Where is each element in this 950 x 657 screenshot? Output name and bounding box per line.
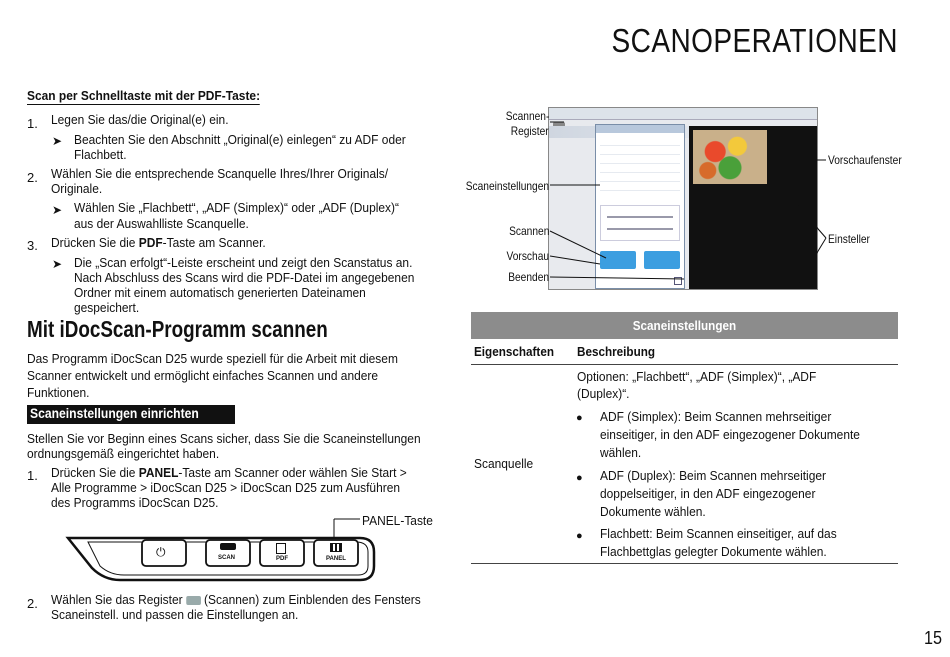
- substep-text: Beachten Sie den Abschnitt „Original(e) einlegen“ zu ADF oder: [74, 132, 406, 147]
- step-number: 1.: [27, 116, 38, 131]
- panel-icon: [330, 543, 342, 552]
- table-cell-text: Flachbettglas gelegter Dokumente wählen.: [600, 544, 827, 559]
- step-text: des Programms iDocScan D25.: [51, 495, 219, 510]
- substep-text: aus der Auswahlliste Scanquelle.: [74, 216, 249, 231]
- step-number: 2.: [27, 596, 38, 611]
- table-cell-text: (Duplex)“.: [577, 386, 630, 401]
- step-text: Legen Sie das/die Original(e) ein.: [51, 112, 229, 127]
- adjust-sliders: [600, 205, 680, 241]
- step-text: Scaneinstell. und passen die Einstellungen an.: [51, 607, 299, 622]
- step-text: Drücken Sie die PDF-Taste am Scanner.: [51, 235, 266, 250]
- callout-scan-register: Scannen-: [505, 109, 549, 123]
- settings-list: [600, 137, 680, 197]
- step-text: Alle Programme > iDocScan D25 > iDocScan D25 zum Ausführen: [51, 480, 401, 495]
- scan-icon: [220, 543, 236, 550]
- table-cell-text: Dokumente wählen.: [600, 504, 706, 519]
- step-number: 1.: [27, 468, 38, 483]
- pdf-section-heading: Scan per Schnelltaste mit der PDF-Taste:: [27, 88, 261, 103]
- section-heading: Mit iDocScan-Programm scannen: [27, 316, 328, 342]
- column-header-description: Beschreibung: [577, 344, 656, 359]
- column-header-properties: Eigenschaften: [474, 344, 554, 359]
- table-cell-text: Flachbett: Beim Scannen einseitiger, auf das: [600, 526, 837, 541]
- callout-scan-register: Register: [511, 124, 549, 138]
- bullet-icon: ●: [576, 472, 583, 484]
- scan-tab-icon: [186, 596, 201, 605]
- preview-image: [693, 130, 767, 184]
- subsection-badge: Scaneinstellungen einrichten: [27, 405, 235, 424]
- substep-text: Die „Scan erfolgt“-Leiste erscheint und zeigt den Scanstatus an.: [74, 255, 413, 270]
- substep-text: Nach Abschluss des Scans wird die PDF-Datei im angegebenen: [74, 270, 415, 285]
- pdf-icon: [276, 543, 286, 554]
- table-bottom-border: [471, 563, 898, 564]
- table-row-property: Scanquelle: [474, 456, 534, 471]
- table-cell-text: einseitiger, in den ADF eingezogener Dokumente: [600, 427, 860, 442]
- substep-text: gespeichert.: [74, 300, 140, 315]
- substep-text: Ordner mit einem automatisch generierten Dateinamen: [74, 285, 366, 300]
- intro-text: Scanner entwickelt und ermöglicht einfaches Scannen und andere: [27, 368, 379, 383]
- step-text: Originale.: [51, 181, 103, 196]
- step-number: 3.: [27, 238, 38, 253]
- scan-button: [644, 251, 680, 269]
- arrow-icon: ➤: [52, 134, 63, 148]
- table-divider: [471, 364, 898, 365]
- bullet-icon: ●: [576, 530, 583, 542]
- scan-settings-dialog: [595, 124, 685, 289]
- panel-button-label: PANEL: [326, 556, 346, 562]
- substep-text: Flachbett.: [74, 147, 127, 162]
- table-cell-text: wählen.: [600, 445, 642, 460]
- table-cell-text: ADF (Duplex): Beim Scannen mehrseitiger: [600, 468, 827, 483]
- page-number: 15: [923, 628, 942, 648]
- table-cell-text: Optionen: „Flachbett“, „ADF (Simplex)“, „ADF: [577, 369, 817, 384]
- step-text: Wählen Sie das Register (Scannen) zum Einblenden des Fensters: [51, 592, 421, 607]
- panel-key-label: PANEL-Taste: [362, 513, 433, 528]
- step-text: Drücken Sie die PANEL-Taste am Scanner oder wählen Sie Start >: [51, 465, 407, 480]
- callout-preview: Vorschau: [506, 249, 549, 263]
- exit-icon: [674, 277, 682, 285]
- bullet-icon: ●: [576, 412, 583, 424]
- callout-scan: Scannen: [508, 224, 549, 238]
- callout-adjuster: Einsteller: [828, 232, 870, 246]
- table-cell-text: ADF (Simplex): Beim Scannen mehrseitiger: [600, 409, 832, 424]
- table-cell-text: doppelseitiger, in den ADF eingezogener: [600, 486, 816, 501]
- intro-text: Funktionen.: [27, 385, 90, 400]
- callout-exit: Beenden: [508, 270, 549, 284]
- substep-text: Wählen Sie „Flachbett“, „ADF (Simplex)“ oder „ADF (Duplex)“: [74, 200, 399, 215]
- table-title: Scaneinstellungen: [471, 312, 898, 339]
- scan-button-label: SCAN: [218, 555, 236, 561]
- setup-text: Stellen Sie vor Beginn eines Scans sicher, dass Sie die Scaneinstellungen: [27, 431, 421, 446]
- app-titlebar: [549, 108, 818, 120]
- pdf-button-label: PDF: [276, 556, 288, 562]
- arrow-icon: ➤: [52, 257, 63, 271]
- preview-window: [689, 126, 817, 289]
- page-title: SCANOPERATIONEN: [611, 22, 898, 59]
- preview-button: [600, 251, 636, 269]
- step-text: Wählen Sie die entsprechende Scanquelle Ihres/Ihrer Originals/: [51, 166, 389, 181]
- power-icon: ⏻: [156, 545, 166, 559]
- app-screenshot: [548, 107, 818, 290]
- arrow-icon: ➤: [52, 203, 63, 217]
- callout-scan-settings: Scaneinstellungen: [465, 179, 549, 193]
- step-number: 2.: [27, 170, 38, 185]
- intro-text: Das Programm iDocScan D25 wurde speziell für die Arbeit mit diesem: [27, 351, 398, 366]
- callout-preview-window: Vorschaufenster: [828, 153, 902, 167]
- setup-text: ordnungsgemäß eingerichtet haben.: [27, 446, 220, 461]
